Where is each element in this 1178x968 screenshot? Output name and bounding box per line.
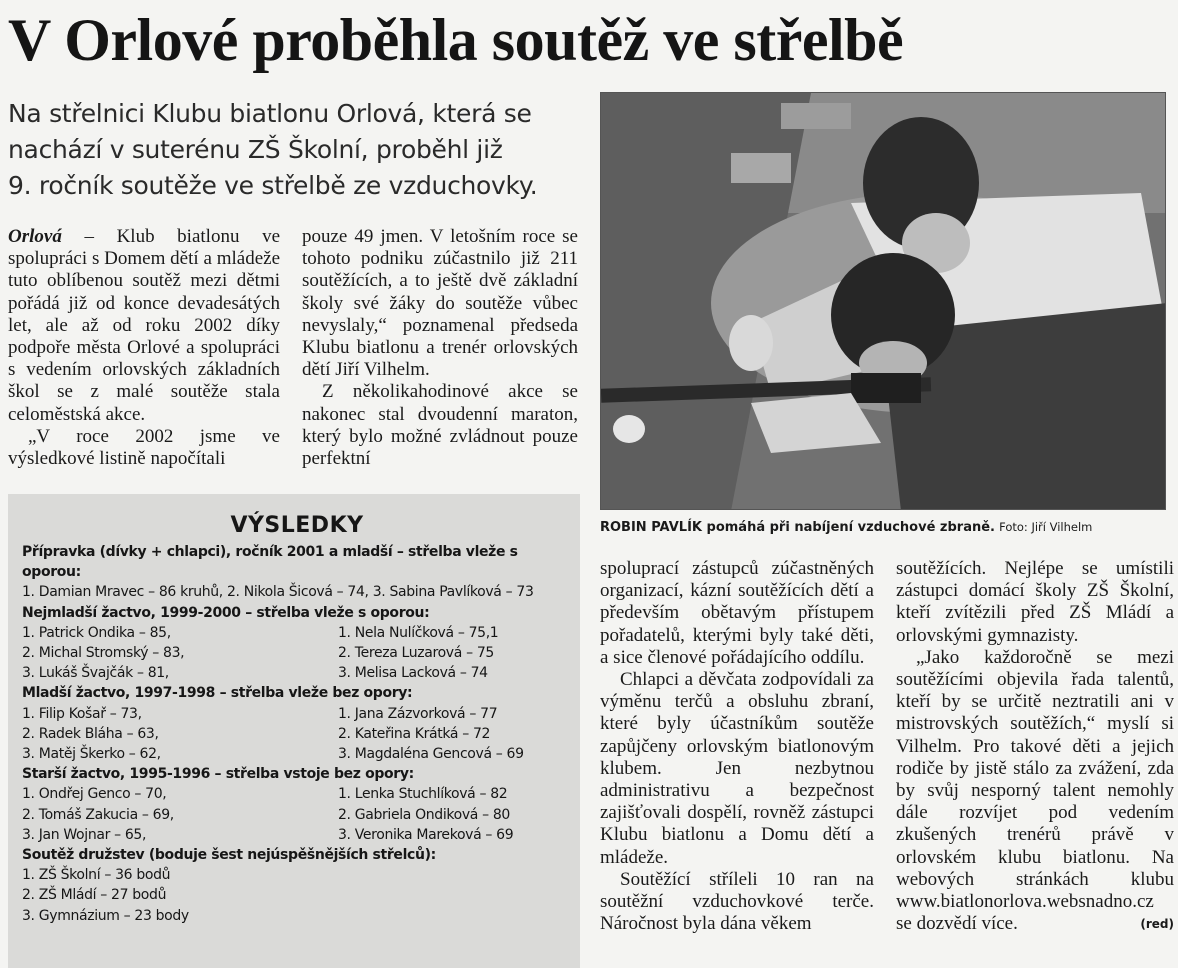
- category-heading: Mladší žactvo, 1997-1998 – střelba vleže bez opory:: [22, 685, 413, 702]
- caption-name: ROBIN PAVLÍK: [600, 520, 702, 535]
- lead-line: Na střelnici Klubu biatlonu Orlová, která se: [8, 99, 532, 128]
- signature: (red): [1140, 917, 1174, 932]
- result-entry: 1. ZŠ Školní – 36 bodů: [22, 867, 171, 884]
- photo-caption: [600, 518, 1170, 537]
- article-paragraph: spoluprací zástupců zúčastněných organizací, kázní soutěžících dětí a především obětavým přístupem pořadatelů, kterými byly také děti, a sice členové pořádajícího oddílu.: [600, 558, 874, 668]
- result-entry: 2. Tereza Luzarová – 75: [338, 645, 494, 662]
- category-heading: Přípravka (dívky + chlapci), ročník 2001 a mladší – střelba vleže s oporou:: [22, 544, 518, 581]
- result-entry: 2. Gabriela Ondiková – 80: [338, 806, 510, 823]
- result-entry: 1. Lenka Stuchlíková – 82: [338, 786, 508, 803]
- result-entry: 2. Radek Bláha – 63,: [22, 725, 159, 742]
- article-paragraph: Soutěžící stříleli 10 ran na soutěžní vzduchovkové terče. Náročnost byla dána věkem: [600, 868, 874, 935]
- result-entry: 2. Tomáš Zakucia – 69,: [22, 806, 174, 823]
- dateline: Orlová: [8, 226, 62, 247]
- result-entry: 3. Melisa Lacková – 74: [338, 665, 488, 682]
- article-text: – Klub biatlonu ve spolupráci s Domem dětí a mládeže tuto oblíbenou soutěž mezi dětmi pořádá již od konce devadesátých let, ale až od roku 2002 díky podpoře města Orlové a spolupráci s vedením orlovských základních škol se z malé soutěže stala celoměstská akce.: [8, 226, 280, 425]
- category-results: [22, 623, 572, 684]
- article-paragraph: Chlapci a děvčata zodpovídali za výměnu terčů a obsluhu zbraní, které byly účastníkům soutěže zapůjčeny orlovským biatlonovým klubem. Jen nezbytnou administrativu a bezpečnost zajišťovali dospělí, rovněž zástupci Klubu biatlonu a Domu dětí a mládeže.: [600, 669, 874, 868]
- article-column-4: [896, 558, 1174, 935]
- result-entry: 3. Gymnázium – 23 body: [22, 907, 189, 924]
- result-entry: 1. Jana Zázvorková – 77: [338, 705, 498, 722]
- news-photo: [600, 92, 1166, 510]
- article-column-3: [600, 558, 874, 935]
- result-entry: 3. Magdaléna Gencová – 69: [338, 746, 524, 763]
- result-entry: 1. Nela Nulíčková – 75,1: [338, 624, 499, 641]
- article-paragraph: soutěžících. Nejlépe se umístili zástupci domácí školy ZŠ Školní, kteří zvítězili před ZŠ Mládí a orlovskými gymnazisty.: [896, 558, 1174, 646]
- category-heading: Starší žactvo, 1995-1996 – střelba vstoje bez opory:: [22, 766, 414, 783]
- article-paragraph: pouze 49 jmen. V letošním roce se tohoto podniku zúčastnilo již 211 soutěžících, a to ještě dvě základní školy své žáky do soutěže vůbec nevyslaly,“ poznamenal předseda Klubu biatlonu a trenér orlovských dětí Jiří Vilhelm.: [302, 226, 578, 381]
- photo-credit: Foto: Jiří Vilhelm: [999, 520, 1093, 534]
- lead-line: nachází v suterénu ZŠ Školní, proběhl již: [8, 135, 503, 164]
- category-heading: Nejmladší žactvo, 1999-2000 – střelba vleže s oporou:: [22, 604, 430, 621]
- result-entry: 3. Lukáš Švajčák – 81,: [22, 665, 169, 682]
- category-heading: Soutěž družstev (boduje šest nejúspěšnějších střelců):: [22, 847, 436, 864]
- photo-illustration: [601, 93, 1166, 510]
- result-entry: 3. Matěj Škerko – 62,: [22, 746, 161, 763]
- result-entry: 1. Filip Košař – 73,: [22, 705, 142, 722]
- result-entry: 2. Michal Stromský – 83,: [22, 645, 185, 662]
- headline: V Orlové proběhla soutěž ve střelbě: [8, 7, 904, 73]
- result-entry: 1. Ondřej Genco – 70,: [22, 786, 167, 803]
- category-results: [22, 784, 572, 845]
- caption-text: pomáhá při nabíjení vzduchové zbraně.: [701, 520, 995, 535]
- results-box: [8, 494, 580, 968]
- results-title: VÝSLEDKY: [230, 513, 364, 538]
- result-entry: 3. Veronika Mareková – 69: [338, 826, 514, 843]
- lead-paragraph: [8, 96, 588, 204]
- result-entry: 2. ZŠ Mládí – 27 bodů: [22, 887, 167, 904]
- article-paragraph: [896, 647, 1174, 936]
- article-text: „Jako každoročně se mezi soutěžícími objevila řada talentů, kteří by se určitě neztratili ani v mistrovských soutěžích,“ myslí si Vilhelm. Pro takové děti a jejich rodiče by jistě stálo za zvážení, zda by svůj nesporný talent nemohly dále rozvíjet pod vedením zkušených trenérů právě v orlovském klubu biatlonu. Na webových stránkách klubu www.biatlonorlova.websnadno.cz se dozvědí více.: [896, 646, 1174, 935]
- result-entry: 1. Patrick Ondika – 85,: [22, 624, 171, 641]
- article-paragraph: „V roce 2002 jsme ve výsledkové listině napočítali: [8, 425, 280, 470]
- article-paragraph: Z několikahodinové akce se nakonec stal dvoudenní maraton, který bylo možné zvládnout pouze perfektní: [302, 381, 578, 470]
- category-results: 1. Damian Mravec – 86 kruhů, 2. Nikola Šicová – 74, 3. Sabina Pavlíková – 73: [22, 584, 534, 601]
- lead-line: 9. ročník soutěže ve střelbě ze vzduchovky.: [8, 171, 538, 200]
- category-results: [22, 704, 572, 765]
- result-entry: 2. Kateřina Krátká – 72: [338, 725, 491, 742]
- article-column-1: [8, 226, 280, 470]
- article-column-2: [302, 226, 578, 470]
- article-paragraph: [8, 226, 280, 426]
- result-entry: 3. Jan Wojnar – 65,: [22, 826, 147, 843]
